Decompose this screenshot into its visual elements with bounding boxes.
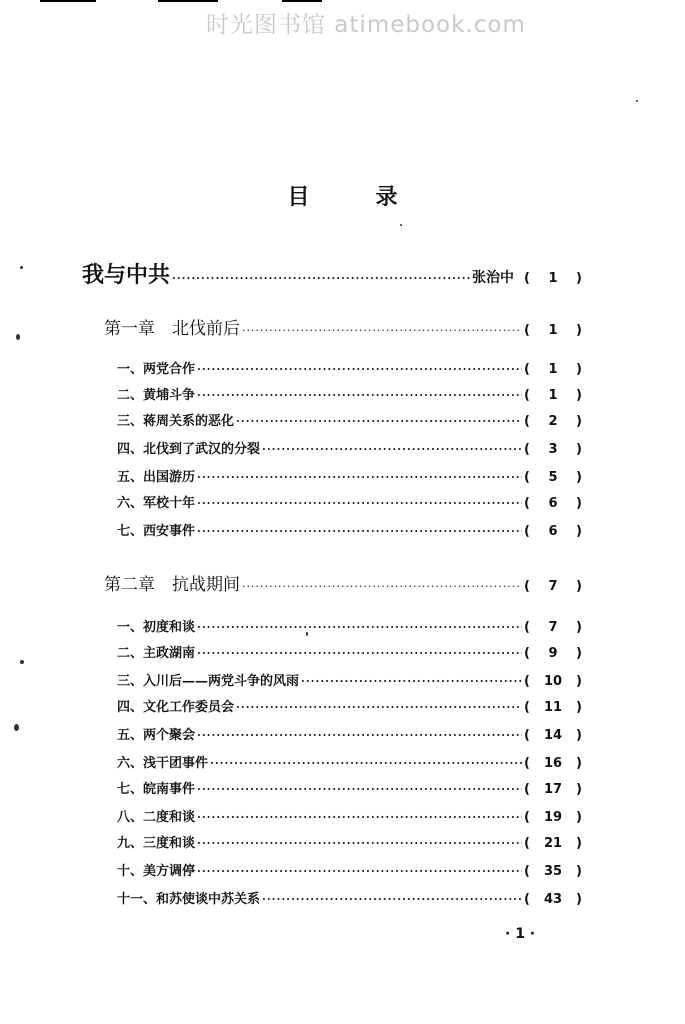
toc-section-title: 十一、和苏使谈中苏关系 bbox=[117, 892, 261, 907]
scan-speck bbox=[14, 724, 19, 731]
leader-dots bbox=[197, 783, 522, 796]
toc-section-title: 七、皖南事件 bbox=[117, 782, 196, 797]
page-number: ( 43 ) bbox=[524, 892, 582, 907]
leader-dots bbox=[197, 811, 522, 824]
toc-section-entry bbox=[117, 860, 582, 879]
toc-section-entry bbox=[117, 520, 582, 539]
leader-dots bbox=[197, 471, 522, 484]
toc-section-title: 二、主政湖南 bbox=[117, 646, 196, 661]
toc-section-title: 三、蒋周关系的恶化 bbox=[117, 414, 235, 429]
leader-dots bbox=[197, 647, 522, 660]
toc-section-entry bbox=[117, 438, 582, 457]
toc-chapter-entry bbox=[104, 570, 582, 595]
scan-speck bbox=[400, 224, 402, 226]
page-title: 目录 bbox=[287, 184, 464, 210]
toc-section-title: 七、西安事件 bbox=[117, 524, 196, 539]
toc-section-entry bbox=[117, 832, 582, 851]
page-number: ( 1 ) bbox=[524, 388, 582, 403]
toc-section-entry bbox=[117, 724, 582, 743]
toc-section-entry bbox=[117, 642, 582, 661]
page-number: ( 7 ) bbox=[524, 579, 582, 594]
page-number: ( 35 ) bbox=[524, 864, 582, 879]
leader-dots bbox=[197, 497, 522, 510]
toc-section-title: 四、北伐到了武汉的分裂 bbox=[117, 442, 261, 457]
scan-speck bbox=[20, 660, 24, 664]
leader-dots bbox=[197, 389, 522, 402]
leader-dots bbox=[197, 837, 522, 850]
scan-speck bbox=[20, 266, 23, 269]
leader-dots bbox=[197, 865, 522, 878]
toc-section-title: 十、美方调停 bbox=[117, 864, 196, 879]
leader-dots bbox=[210, 757, 522, 770]
toc-section-title: 八、二度和谈 bbox=[117, 810, 196, 825]
toc-part-author: 张治中 bbox=[472, 270, 514, 286]
leader-dots bbox=[262, 893, 522, 906]
page-number: ( 7 ) bbox=[524, 620, 582, 635]
page-number: ( 11 ) bbox=[524, 700, 582, 715]
leader-dots bbox=[197, 363, 522, 376]
toc-section-entry bbox=[117, 410, 582, 429]
page-number: ( 17 ) bbox=[524, 782, 582, 797]
toc-chapter-title: 第一章 北伐前后 bbox=[104, 319, 240, 339]
page-number: ( 2 ) bbox=[524, 414, 582, 429]
toc-section-entry bbox=[117, 806, 582, 825]
page-number: ( 5 ) bbox=[524, 470, 582, 485]
toc-section-entry bbox=[117, 492, 582, 511]
watermark: 时光图书馆 atimebook.com bbox=[206, 12, 526, 38]
toc-section-entry bbox=[117, 696, 582, 715]
toc-section-entry bbox=[117, 466, 582, 485]
toc-section-title: 一、初度和谈 bbox=[117, 620, 196, 635]
toc-section-title: 一、两党合作 bbox=[117, 362, 196, 377]
toc-section-entry bbox=[117, 384, 582, 403]
page-number: ( 3 ) bbox=[524, 442, 582, 457]
toc-part-title: 我与中共 bbox=[82, 262, 171, 288]
toc-section-title: 五、两个聚会 bbox=[117, 728, 196, 743]
page-number: ( 14 ) bbox=[524, 728, 582, 743]
leader-dots bbox=[236, 701, 522, 714]
leader-dots bbox=[197, 525, 522, 538]
leader-dots bbox=[236, 415, 522, 428]
scan-rule-3 bbox=[282, 0, 322, 2]
scan-speck bbox=[636, 100, 638, 102]
toc-section-entry bbox=[117, 616, 582, 635]
leader-dots bbox=[301, 675, 522, 688]
toc-section-title: 六、军校十年 bbox=[117, 496, 196, 511]
toc-section-entry bbox=[117, 778, 582, 797]
toc-chapter-entry bbox=[104, 314, 582, 339]
toc-section-title: 三、入川后——两党斗争的风雨 bbox=[117, 674, 300, 689]
page-number: ( 9 ) bbox=[524, 646, 582, 661]
page-number: ( 21 ) bbox=[524, 836, 582, 851]
leader-dots bbox=[197, 621, 522, 634]
leader-dots bbox=[262, 443, 522, 456]
toc-part-entry bbox=[82, 258, 582, 289]
leader-dots bbox=[172, 272, 470, 285]
scan-rule-2 bbox=[158, 0, 218, 2]
scan-rule-1 bbox=[40, 0, 96, 2]
page-number: ( 6 ) bbox=[524, 524, 582, 539]
page-number: ( 1 ) bbox=[524, 362, 582, 377]
toc-section-title: 六、浅干团事件 bbox=[117, 756, 209, 771]
scan-speck bbox=[306, 632, 308, 636]
toc-section-entry bbox=[117, 358, 582, 377]
page-number: ( 6 ) bbox=[524, 496, 582, 511]
page-folio: · 1 · bbox=[505, 926, 536, 942]
leader-dots bbox=[197, 729, 522, 742]
toc-section-title: 九、三度和谈 bbox=[117, 836, 196, 851]
leader-dots bbox=[242, 324, 522, 337]
page-number: ( 1 ) bbox=[524, 323, 582, 338]
page-number: ( 1 ) bbox=[524, 271, 582, 286]
page-number: ( 16 ) bbox=[524, 756, 582, 771]
toc-section-entry bbox=[117, 670, 582, 689]
page-number: ( 19 ) bbox=[524, 810, 582, 825]
scan-speck bbox=[16, 334, 20, 340]
toc-section-title: 四、文化工作委员会 bbox=[117, 700, 235, 715]
toc-chapter-title: 第二章 抗战期间 bbox=[104, 575, 240, 595]
toc-section-entry bbox=[117, 752, 582, 771]
toc-section-title: 五、出国游历 bbox=[117, 470, 196, 485]
leader-dots bbox=[242, 580, 522, 593]
toc-section-entry bbox=[117, 888, 582, 907]
toc-section-title: 二、黄埔斗争 bbox=[117, 388, 196, 403]
page-number: ( 10 ) bbox=[524, 674, 582, 689]
